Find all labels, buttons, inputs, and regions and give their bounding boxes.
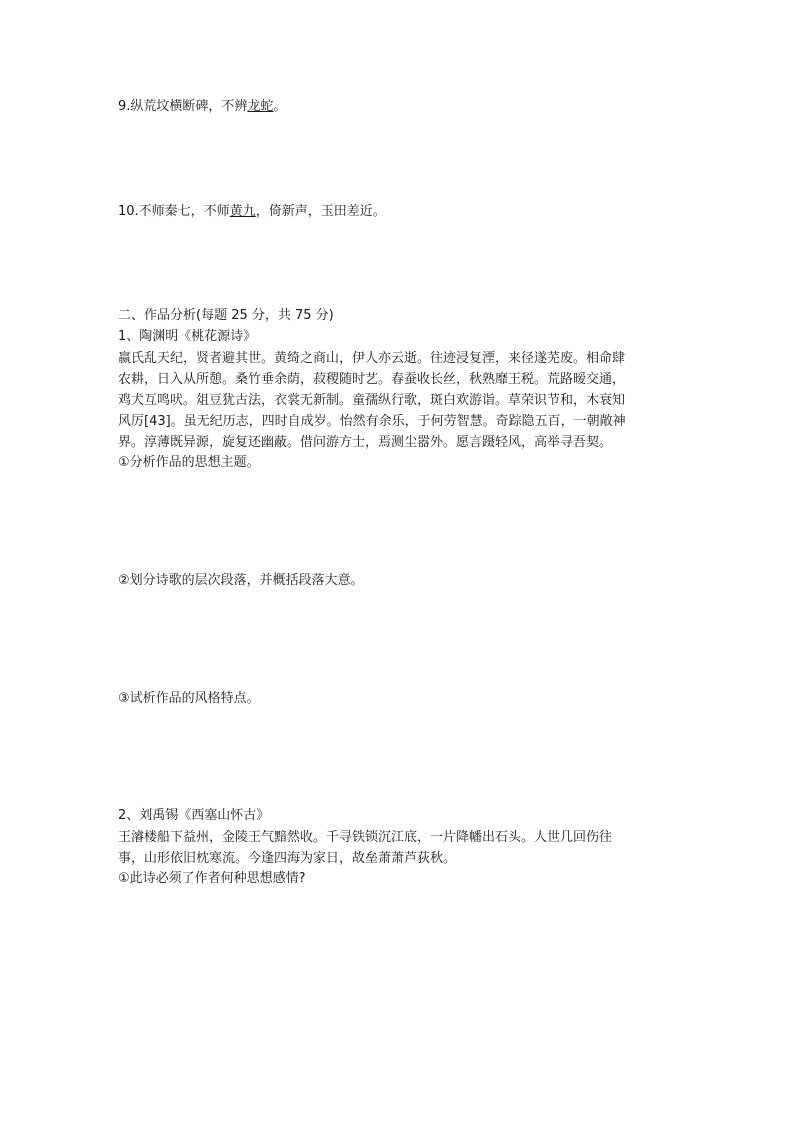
poem-line: 嬴氏乱天纪，贤者避其世。黄绮之商山，伊人亦云逝。往迹浸复湮，来径遂芜废。相命肆 bbox=[118, 351, 626, 366]
poem-line: 农耕，日入从所憩。桑竹垂余荫，菽稷随时艺。春蚕收长丝，秋熟靡王税。荒路暧交通， bbox=[118, 372, 626, 387]
question-9 bbox=[118, 97, 286, 117]
question-10 bbox=[118, 202, 386, 222]
question-10-suffix: ，倚新声，玉田差近。 bbox=[255, 204, 386, 219]
work-1-question-3: ③试析作品的风格特点。 bbox=[118, 691, 260, 706]
work-1-question-1: ①分析作品的思想主题。 bbox=[118, 455, 260, 470]
question-10-underlined-term: 黄九 bbox=[229, 204, 256, 219]
work-2-title: 2、刘禹锡《西塞山怀古》 bbox=[118, 808, 270, 823]
poem-line: 鸡犬互鸣吠。俎豆犹古法，衣裳无新制。童孺纵行歌，斑白欢游诣。草荣识节和，木衰知 bbox=[118, 393, 626, 408]
question-9-underlined-term: 龙蛇 bbox=[247, 99, 274, 114]
poem-line: 王濬楼船下益州，金陵王气黯然收。千寻铁锁沉江底，一片降幡出石头。人世几回伤往 bbox=[118, 830, 613, 845]
work-1-poem bbox=[118, 348, 678, 453]
poem-line: 风厉[43]。虽无纪历志，四时自成岁。怡然有余乐，于何劳智慧。奇踪隐五百，一朝敞神 bbox=[118, 414, 626, 429]
poem-line: 事，山形依旧枕寒流。今逢四海为家日，故垒萧萧芦荻秋。 bbox=[118, 851, 457, 866]
work-1-question-2: ②划分诗歌的层次段落，并概括段落大意。 bbox=[118, 573, 364, 588]
work-2-poem bbox=[118, 827, 678, 869]
work-2-question-1: ①此诗必须了作者何种思想感情? bbox=[118, 871, 306, 886]
question-10-text: 10.不师秦七，不师 bbox=[118, 204, 230, 219]
section-heading: 二、作品分析(每题 25 分，共 75 分) bbox=[118, 308, 334, 323]
poem-line: 界。淳薄既异源，旋复还幽蔽。借问游方士，焉测尘嚣外。愿言蹑轻风，高举寻吾契。 bbox=[118, 435, 613, 450]
question-9-text: 9.纵荒坟横断碑，不辨 bbox=[118, 99, 248, 114]
work-1-title: 1、陶渊明《桃花源诗》 bbox=[118, 329, 257, 344]
question-9-suffix: 。 bbox=[273, 99, 287, 114]
